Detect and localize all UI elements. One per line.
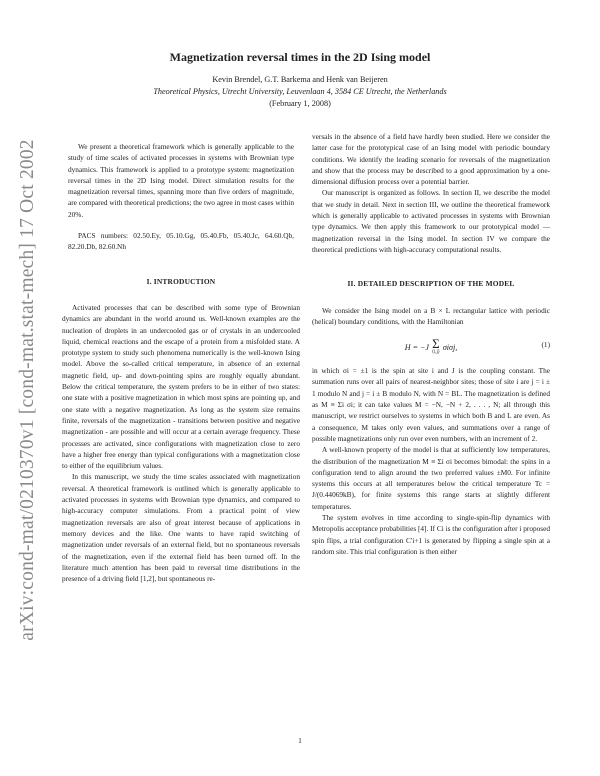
page-number: 1 [298,736,302,745]
paper-title: Magnetization reversal times in the 2D Ising model [169,50,431,64]
intro-paragraph-1: Activated processes that can be described with some type of Brownian dynamics are abundant in the world around us. Well-known examples are the nucleation of droplets in an undercooled gas or of crystals in an undercooled liquid, chemical reactions and the escape of a protein from a misfolded state. A prototype system to study such phenomena numerically is the well-known Ising model. Above the so-called critical temperature, in absence of an external magnetic field, up- and down-pointing spins are roughly equally abundant. Below the critical temperature, the system prefers to be in either of two states: one state with a positive magnetization in which most spins are pointing up, and one state with a negative magnetization. As long as the system size remains finite, reversals of the magnetization - transitions between positive and negative magnetization - are possible and will occur at a certain average frequency. These processes are activated, since configurations with magnetization close to zero have a higher free energy than typical configurations with a magnetization close to either of the equilibrium values. [62,302,300,471]
model-paragraph-3: A well-known property of the model is that at sufficiently low temperatures, the distribution of the magnetization M ≡ Σi σi becomes bimodal: the spins in a configuration tend to align around the two preferred values ±M0. For infinite systems this occurs at all temperatures below the critical temperature Tc = J/(0.44069kB), for finite systems this range starts at slightly different temperatures. [312,445,550,511]
equation-number: (1) [541,340,550,350]
summation [432,338,440,356]
intro-paragraph-3: Our manuscript is organized as follows. In section II, we describe the model that we study in detail. Next in section III, we outline the theoretical framework which is generally applicable to activated processes in systems with Brownian type dynamics. We then apply this framework to our prototypical model —magnetization reversal in the Ising model. In section IV we compare the theoretical predictions with high-accuracy computational results. [312,188,550,254]
left-column [62,141,300,584]
intro-paragraph-2-continued: versals in the absence of a field have hardly been studied. Here we consider the latter case for the prototypical case of an Ising model with periodic boundary conditions. We identify the leading scenario for reversals of the magnetization and show that the process may be described to a good approximation by a one-dimensional diffusion process over a potential barrier. [312,132,550,187]
arxiv-sidebar [14,110,42,670]
author-block [0,74,600,110]
author-names: Kevin Brendel, G.T. Barkema and Henk van Beijeren [212,75,388,84]
equation-1 [312,330,550,364]
model-paragraph-2: in which σi = ±1 is the spin at site i and J is the coupling constant. The summation runs over all pairs of nearest-neighbor sites; those of site i are j = i ± 1 modulo N and j = i ± B modulo N, with N = BL. The magnetization is defined as M ≡ Σi σi; it can take values M = −N, −N + 2, . . . , N; all through this manuscript, we restrict ourselves to systems in which both B and L are even. As a consequence, M takes only even values, and summations over a range of possible magnetizations only run over even numbers, with an increment of 2. [312,366,550,443]
model-paragraph-1: We consider the Ising model on a B × L rectangular lattice with periodic (helical) boundary conditions, with the Hamiltonian [312,305,550,326]
pacs-numbers: PACS numbers: 02.50.Ey, 05.10.Gg, 05.40.Fb, 05.40.Jc, 64.60.Qb, 82.20.Db, 82.60.Nh [68,231,294,252]
summation-subscript: ⟨i,j⟩ [431,350,440,356]
equation-rhs: σiσj, [442,342,458,352]
affiliation: Theoretical Physics, Utrecht University, Leuvenlaan 4, 3584 CE Utrecht, the Netherlands [153,87,447,96]
section-2-heading: II. DETAILED DESCRIPTION OF THE MODEL [347,279,515,289]
paper-date: (February 1, 2008) [269,99,331,108]
intro-paragraph-2: In this manuscript, we study the time scales associated with magnetization reversal. A theoretical framework is outlined which is generally applicable to activated processes in systems with Brownian type dynamics, and compared to high-accuracy computer simulations. From a practical point of view magnetization reversals are also of great interest because of applications in memory devices and the like. One wants to have rapid switching of magnetization under reversals of an external field, but no spontaneous reversals of the magnetization, even if the external field has been turned off. In the literature much attention has been paid to reversal time distributions in the presence of a driving field [1,2], but spontaneous re- [62,472,300,584]
abstract-text: We present a theoretical framework which is generally applicable to the study of time scales of activated processes in systems with Brownian type dynamics. This framework is applied to a prototype system: magnetization reversal times in the 2D Ising model. Direct simulation results for the magnetization reversal times, spanning more than five orders of magnitude, are compared with theoretical predictions; the two agree in most cases within 20%. [68,142,294,219]
section-1-heading: I. INTRODUCTION [146,276,216,286]
right-column [312,131,550,557]
abstract [62,141,300,253]
model-paragraph-4: The system evolves in time according to single-spin-flip dynamics with Metropolis acceptance probabilities [4]. If Ci is the configuration after i proposed spin flips, a trial configuration C′i+1 is generated by flipping a single spin at a random site. This trial configuration is then either [312,513,550,556]
summation-sign: Σ [432,336,440,352]
arxiv-identifier: arXiv:cond-mat/0210370v1 [cond-mat.stat-mech] 17 Oct 2002 [17,139,38,641]
equation-lhs: H = −J [404,342,429,352]
